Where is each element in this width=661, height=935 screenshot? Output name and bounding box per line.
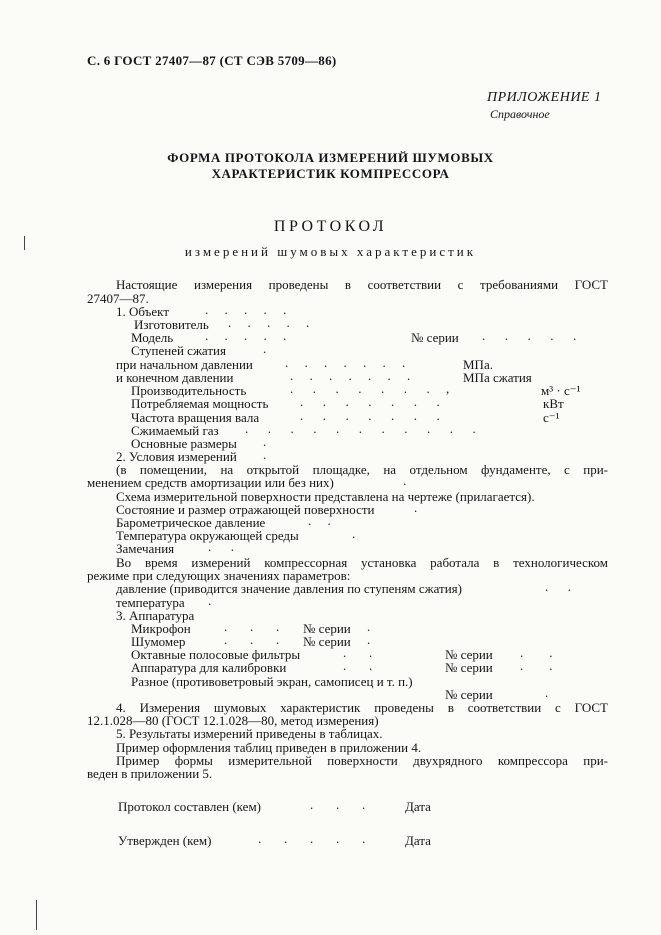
unit-mpa-compression: МПа сжатия — [463, 370, 532, 385]
microphone: Микрофон — [131, 621, 191, 636]
conditions-note-2: менением средств амортизации или без них) — [87, 475, 334, 490]
misc-apparatus: Разное (противоветровый экран, самописец и т. п.) — [131, 674, 413, 689]
appendix-title: ПРИЛОЖЕНИЕ 1 — [487, 90, 602, 105]
field-productivity: Производительность — [131, 383, 247, 398]
conditions-note-1: (в помещении, на открытой площадке, на отдельном фундаменте, с при- — [116, 462, 608, 477]
dot-leader: . . . . . . . . . . . — [245, 421, 476, 436]
intro-line-2: 27407—87. — [87, 291, 149, 306]
field-shaft-speed: Частота вращения вала — [131, 410, 260, 425]
approved-by: Утвержден (кем) — [118, 833, 212, 848]
field-manufacturer: Изготовитель — [134, 317, 209, 332]
results: 5. Результаты измерений приведены в таблицах. — [116, 726, 383, 741]
dot-leader: . . . . . . . — [300, 394, 440, 409]
dot-leader: . . . . . — [258, 831, 366, 846]
method-line-2: 12.1.028—80 (ГОСТ 12.1.028—80, метод измерения) — [87, 713, 379, 728]
unit-mpa: МПа. — [463, 357, 493, 372]
field-initial-pressure: при начальном давлении — [116, 357, 253, 372]
barometric-pressure: Барометрическое давление — [116, 515, 266, 530]
method-line-1: 4. Измерения шумовых характеристик проведены в соответствии с ГОСТ — [116, 700, 608, 715]
dot-leader: . . . — [310, 797, 366, 812]
dot-leader: . . . — [224, 619, 280, 634]
dot-leader: . . — [208, 539, 234, 554]
regime-line-1: Во время измерений компрессорная установка работала в технологическом — [116, 555, 608, 570]
field-gas: Сжимаемый газ — [131, 423, 219, 438]
dot-leader: . . — [308, 513, 331, 528]
section-conditions: 2. Условия измерений — [116, 449, 237, 464]
form-example-line-1: Пример формы измерительной поверхности двухрядного компрессора при- — [116, 753, 608, 768]
unit-productivity: м³ · с⁻¹ — [541, 383, 581, 398]
dot-leader: . — [263, 341, 267, 356]
surface-scheme: Схема измерительной поверхности представлена на чертеже (прилагается). — [116, 489, 535, 504]
margin-mark — [24, 236, 25, 250]
octave-filters: Октавные полосовые фильтры — [131, 647, 301, 662]
dot-leader: . . — [545, 579, 571, 594]
microphone-series: № серии — [303, 621, 351, 636]
margin-mark — [36, 900, 37, 930]
temperature-param: температура — [116, 595, 185, 610]
field-dimensions: Основные размеры — [131, 436, 237, 451]
dot-leader: . — [352, 526, 356, 541]
dot-leader: . . . . . — [205, 328, 287, 343]
approved-date: Дата — [405, 833, 431, 848]
protocol-title: ПРОТОКОЛ — [273, 218, 388, 235]
dot-leader: . — [414, 500, 418, 515]
section-apparatus: 3. Аппаратура — [116, 608, 195, 623]
dot-leader: . . . . . — [205, 302, 287, 317]
composed-date: Дата — [405, 799, 431, 814]
dot-leader: . . . . . . . — [285, 355, 406, 370]
composed-by: Протокол составлен (кем) — [118, 799, 261, 814]
dot-leader: . — [367, 632, 371, 647]
dot-leader: . . . . . . . — [290, 368, 411, 383]
field-stages: Ступеней сжатия — [131, 343, 226, 358]
remarks: Замечания — [116, 541, 175, 556]
dot-leader: . . . . . — [228, 315, 310, 330]
calibration-series: № серии — [445, 660, 493, 675]
form-example-line-2: веден в приложении 5. — [87, 766, 213, 781]
field-power: Потребляемая мощность — [131, 396, 269, 411]
dot-leader: . — [403, 473, 407, 488]
dot-leader: . — [263, 447, 267, 462]
unit-power: кВт — [543, 396, 564, 411]
field-object: 1. Объект — [116, 304, 169, 319]
dot-leader: . . . . . . . , — [290, 381, 450, 396]
field-series-no: № серии — [411, 330, 459, 345]
dot-leader: . . — [520, 645, 553, 660]
appendix-subtitle: Справочное — [490, 107, 550, 121]
regime-line-2: режиме при следующих значениях параметров: — [87, 568, 351, 583]
dot-leader: . . . . . . . — [300, 408, 440, 423]
dot-leader: . — [263, 434, 267, 449]
field-model: Модель — [131, 330, 174, 345]
reflecting-surface: Состояние и размер отражающей поверхности — [116, 502, 375, 517]
intro-line-1: Настоящие измерения проведены в соответствии с требованиями ГОСТ — [116, 277, 608, 292]
noise-meter: Шумомер — [131, 634, 186, 649]
noise-meter-series: № серии — [303, 634, 351, 649]
pressure-param: давление (приводится значение давления по ступеням сжатия) — [116, 581, 462, 596]
ambient-temperature: Температура окружающей среды — [116, 528, 299, 543]
calibration-apparatus: Аппаратура для калибровки — [131, 660, 287, 675]
field-final-pressure: и конечном давлении — [116, 370, 234, 385]
dot-leader: . — [545, 685, 549, 700]
octave-filters-series: № серии — [445, 647, 493, 662]
dot-leader: . . . — [224, 632, 280, 647]
unit-speed: с⁻¹ — [543, 410, 560, 425]
page-header: С. 6 ГОСТ 27407—87 (СТ СЭВ 5709—86) — [87, 53, 337, 68]
table-example: Пример оформления таблиц приведен в приложении 4. — [116, 740, 422, 755]
dot-leader: . — [367, 619, 371, 634]
protocol-subtitle: измерений шумовых характеристик — [184, 244, 477, 259]
dot-leader: . . . . . — [482, 328, 577, 343]
dot-leader: . . — [343, 645, 373, 660]
form-title-line-1: ФОРМА ПРОТОКОЛА ИЗМЕРЕНИЙ ШУМОВЫХ — [167, 150, 494, 165]
dot-leader: . — [208, 593, 212, 608]
misc-series: № серии — [445, 687, 493, 702]
dot-leader: . . — [343, 658, 373, 673]
form-title-line-2: ХАРАКТЕРИСТИК КОМПРЕССОРА — [211, 166, 450, 181]
dot-leader: . . — [520, 658, 553, 673]
